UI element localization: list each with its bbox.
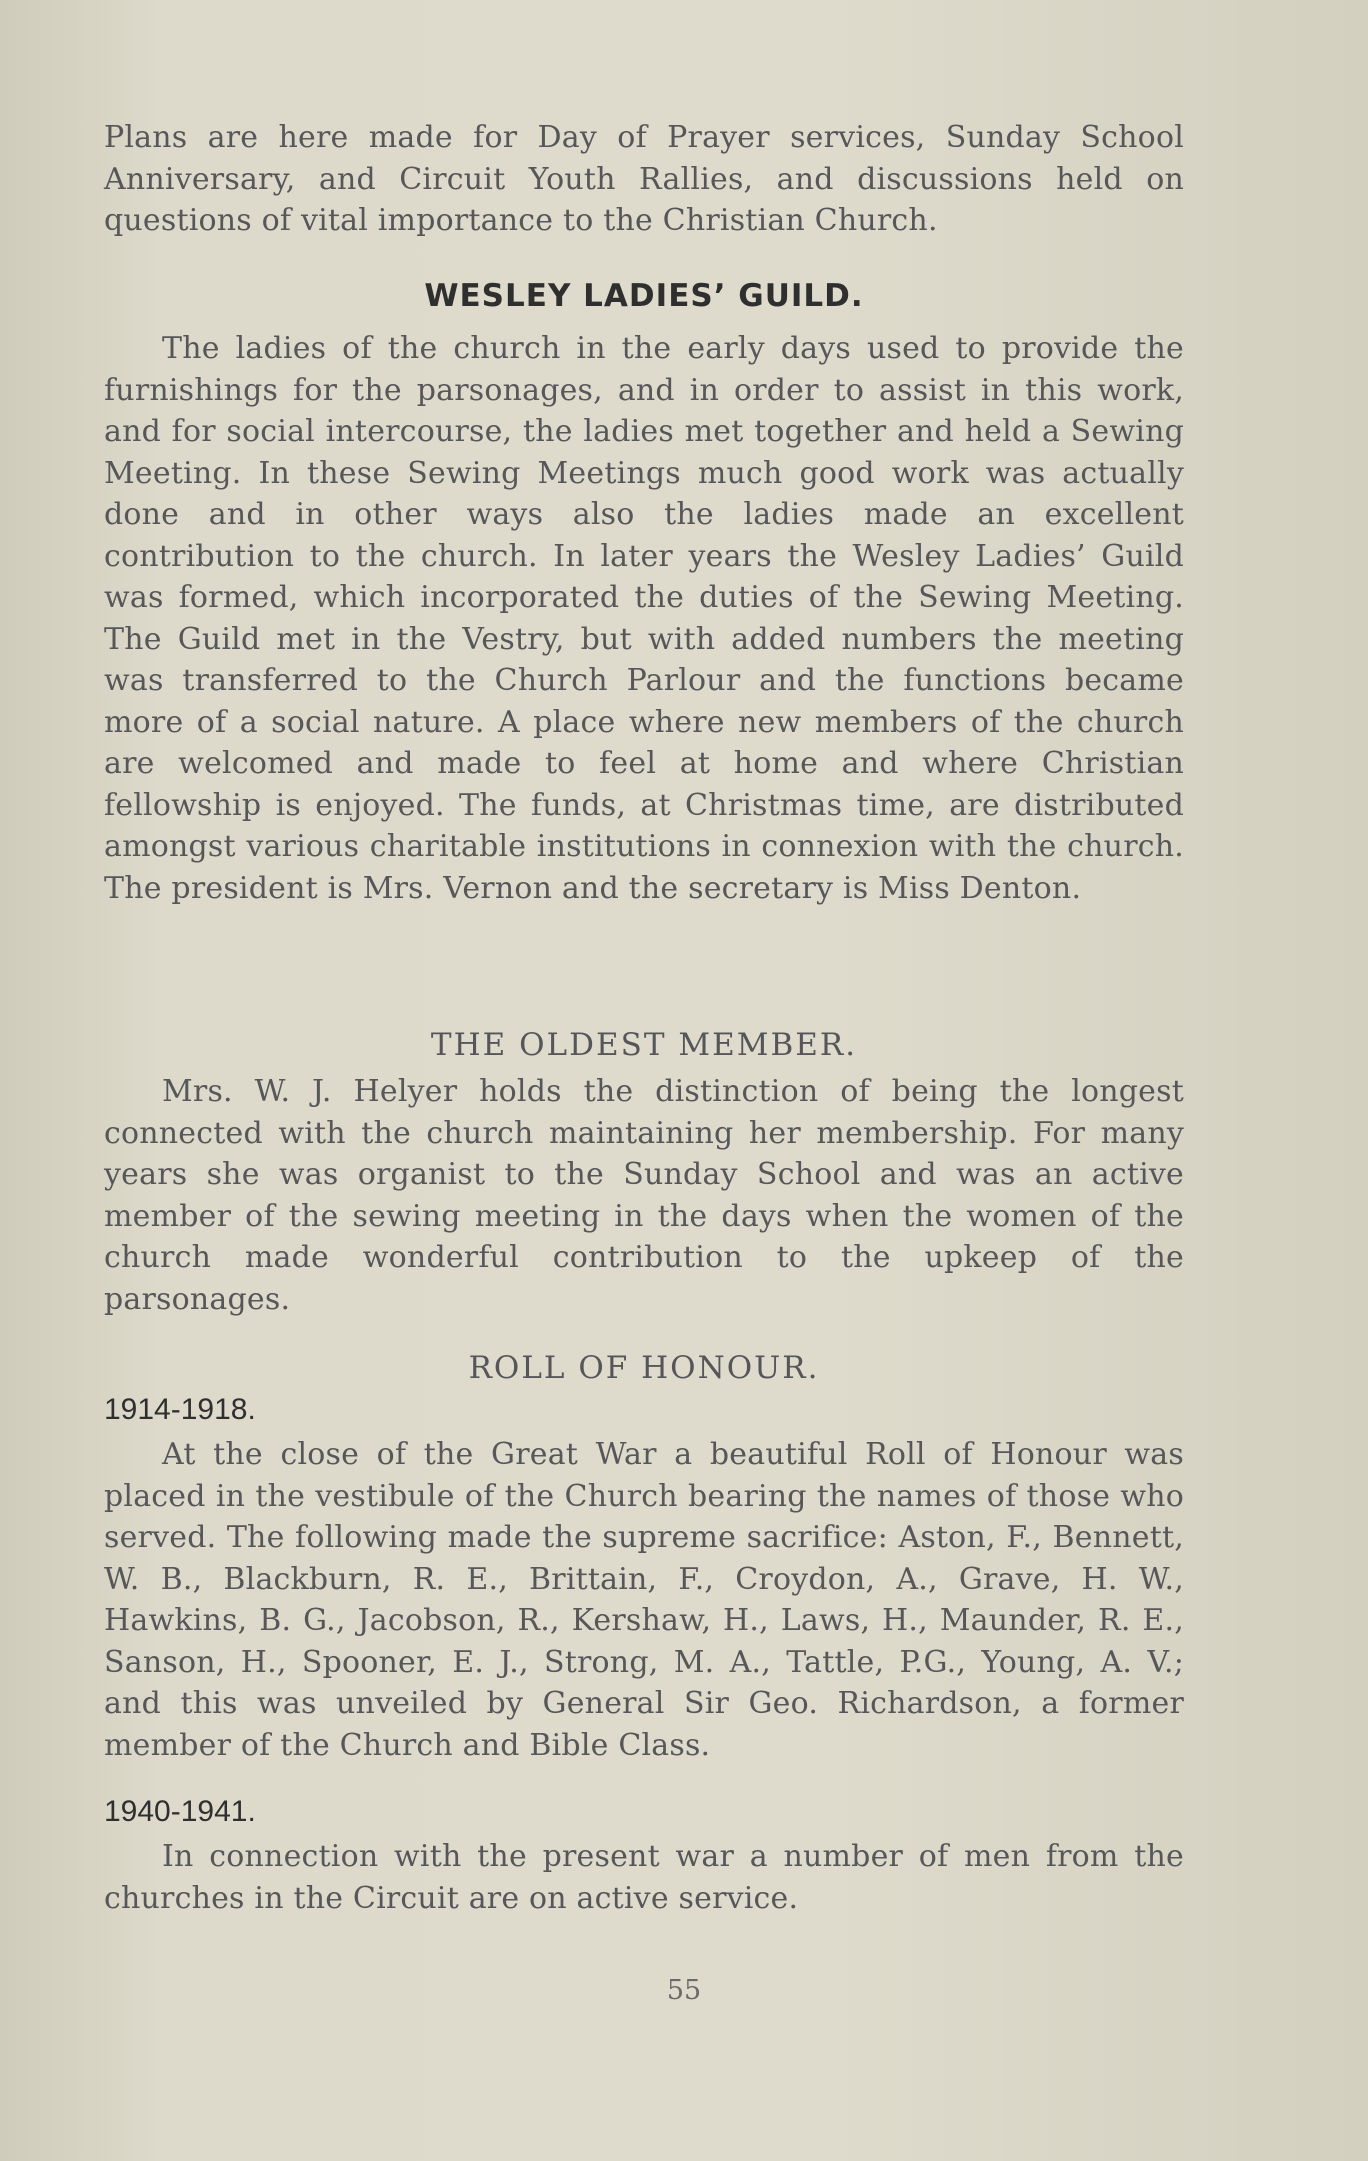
- intro-paragraph: Plans are here made for Day of Prayer services, Sunday School Anniversary, and Circuit Youth Rallies, and discussions held on questions of vital importance to the Christian Church.: [104, 120, 1184, 238]
- roll-paragraph-present-war: In connection with the present war a number of men from the churches in the Circuit are on active service.: [104, 1839, 1184, 1916]
- roll-paragraph-great-war: At the close of the Great War a beautiful Roll of Honour was placed in the vestibule of the Church bearing the names of those who served. The following made the supreme sacrifice: Aston, F., Bennett, W. B., Blackburn, R. E., Brittain, F., Croydon, A., Grave, H. W., Hawkins, B. G., Jacobson, R., Kershaw, H., Laws, H., Maunder, R. E., Sanson, H., Spooner, E. J., Strong, M. A., Tattle, P.G., Young, A. V.; and this was unveiled by General Sir Geo. Richardson, a former member of the Church and Bible Class.: [104, 1437, 1184, 1763]
- war-years-1914: 1914-1918.: [104, 1393, 256, 1426]
- page-number: 55: [666, 1975, 702, 2006]
- oldest-member-paragraph: Mrs. W. J. Helyer holds the distinction of being the longest connected with the church maintaining her membership. For many years she was organist to the Sunday School and was an active member of the sewing meeting in the days when the women of the church made wonderful contribution to the upkeep of the parsonages.: [104, 1074, 1184, 1317]
- roll-of-honour-section: [104, 1346, 1184, 1919]
- oldest-member-heading: THE OLDEST MEMBER.: [430, 1027, 858, 1063]
- intro-section: [104, 117, 1184, 242]
- guild-section: [104, 274, 1184, 909]
- guild-heading: WESLEY LADIES’ GUILD.: [424, 278, 864, 314]
- roll-of-honour-heading: ROLL OF HONOUR.: [468, 1350, 820, 1386]
- guild-paragraph: The ladies of the church in the early days used to provide the furnishings for the parsonages, and in order to assist in this work, and for social intercourse, the ladies met together and held a Sewing Meeting. In these Sewing Meetings much good work was actually done and in other ways also the ladies made an excellent contribution to the church. In later years the Wesley Ladies’ Guild was formed, which incorporated the duties of the Sewing Meeting. The Guild met in the Vestry, but with added numbers the meeting was transferred to the Church Parlour and the functions became more of a social nature. A place where new members of the church are welcomed and made to feel at home and where Christian fellowship is enjoyed. The funds, at Christmas time, are distributed amongst various charitable institutions in connexion with the church. The president is Mrs. Vernon and the secretary is Miss Denton.: [104, 331, 1184, 906]
- oldest-member-section: [104, 1023, 1184, 1320]
- war-years-1940: 1940-1941.: [104, 1795, 256, 1828]
